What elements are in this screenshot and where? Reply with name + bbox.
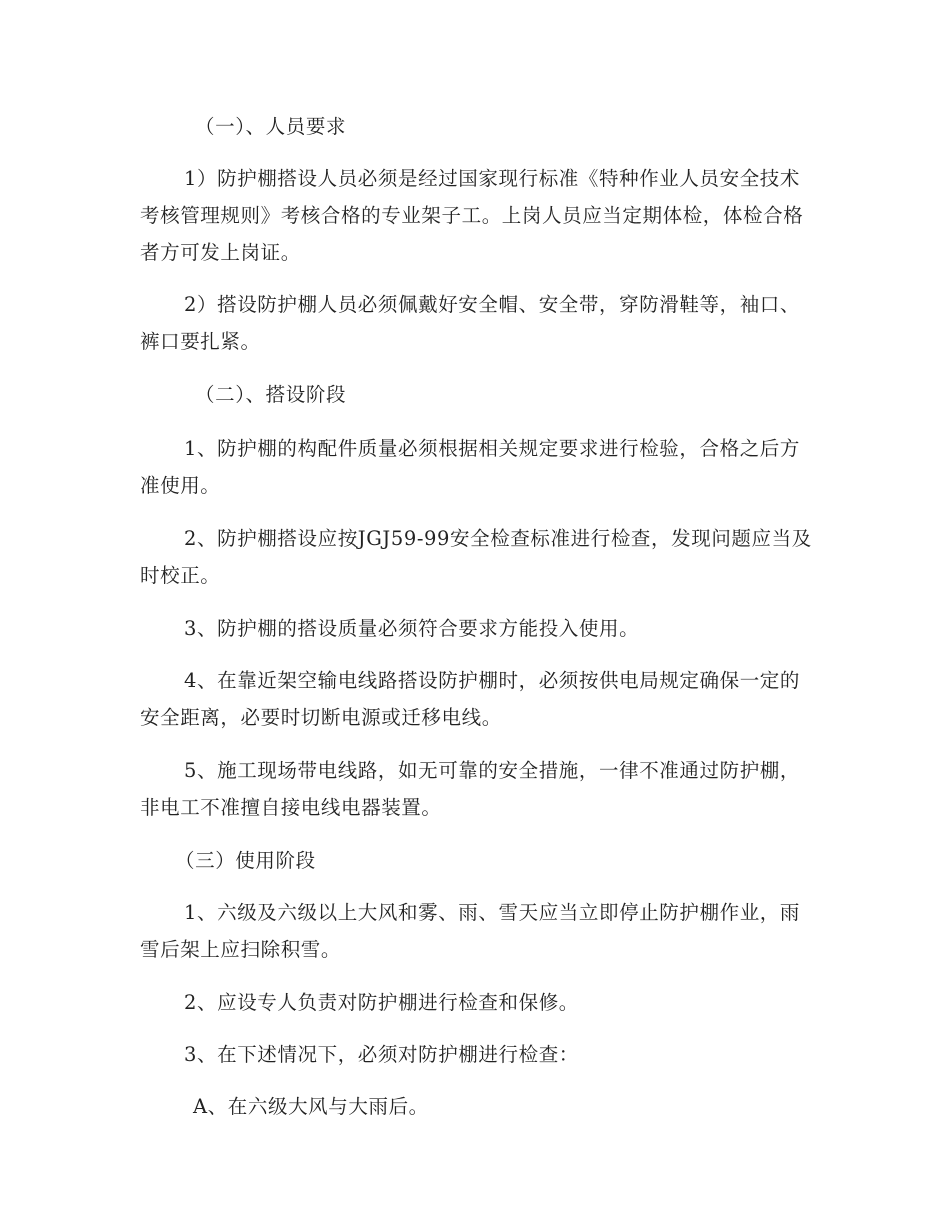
paragraph-personnel-1: 1）防护棚搭设人员必须是经过国家现行标准《特种作业人员安全技术考核管理规则》考核合格的专业架子工。上岗人员应当定期体检，体检合格者方可发上岗证。 [140,167,804,264]
section-heading-usage: （三）使用阶段 [175,849,316,872]
paragraph-usage-1: 1、六级及六级以上大风和雾、雨、雪天应当立即停止防护棚作业，雨雪后架上应扫除积雪。 [140,901,801,961]
paragraph-erection-4: 4、在靠近架空输电线路搭设防护棚时，必须按供电局规定确保一定的安全距离，必要时切断电源或迁移电线。 [140,669,801,729]
paragraph-usage-2: 2、应设专人负责对防护棚进行检查和保修。 [184,991,579,1014]
paragraph-personnel-2: 2）搭设防护棚人员必须佩戴好安全帽、安全带，穿防滑鞋等，袖口、裤口要扎紧。 [140,293,801,353]
paragraph-erection-1: 1、防护棚的构配件质量必须根据相关规定要求进行检验，合格之后方准使用。 [140,437,801,497]
paragraph-erection-2: 2、防护棚搭设应按JGJ59-99安全检查标准进行检查，发现问题应当及时校正。 [140,527,812,587]
section-heading-personnel: （一）、人员要求 [195,115,347,138]
paragraph-erection-3: 3、防护棚的搭设质量必须符合要求方能投入使用。 [184,617,640,640]
paragraph-usage-3: 3、在下述情况下，必须对防护棚进行检查： [184,1043,579,1066]
section-heading-erection: （二）、搭设阶段 [195,383,347,406]
list-item-a: A、在六级大风与大雨后。 [193,1095,429,1118]
paragraph-erection-5: 5、施工现场带电线路，如无可靠的安全措施，一律不准通过防护棚，非电工不准擅自接电线电器装置。 [140,759,801,819]
